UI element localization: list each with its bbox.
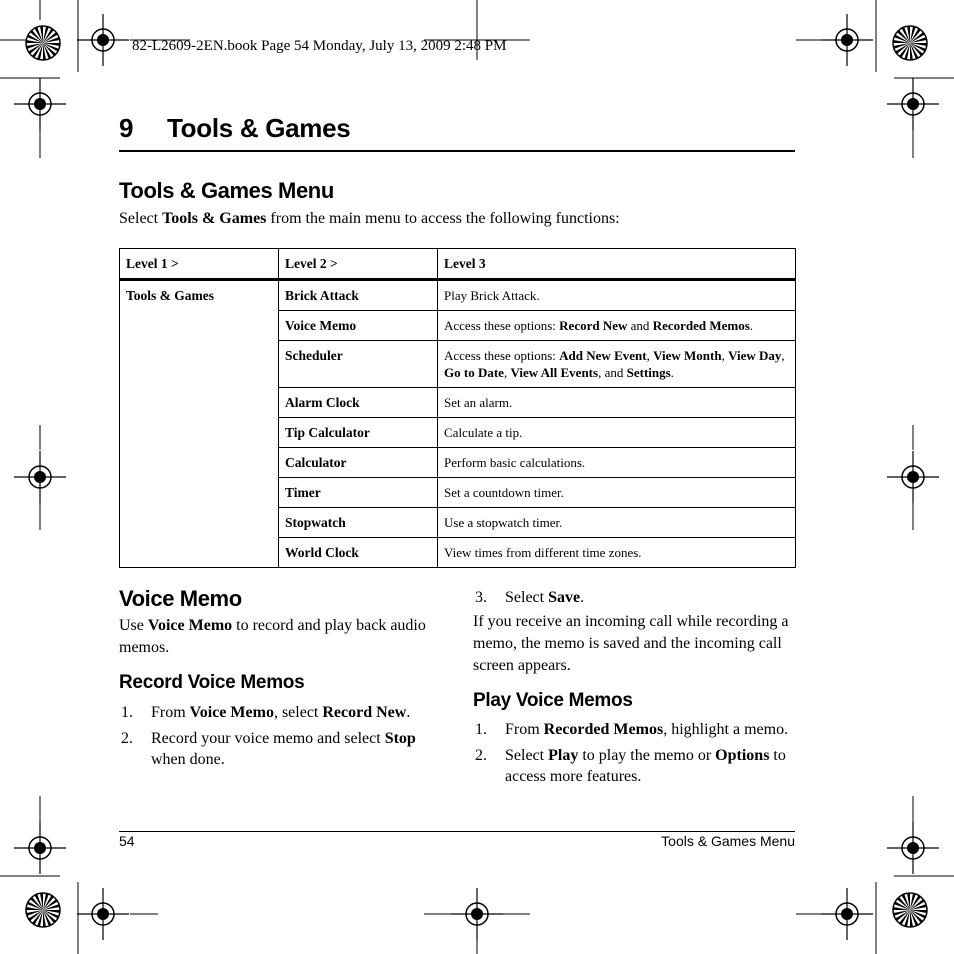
voice-memo-intro bbox=[119, 615, 444, 659]
intro-bold: Tools & Games bbox=[162, 210, 267, 227]
starburst-target-icon bbox=[26, 26, 60, 60]
table-row bbox=[120, 280, 796, 311]
level-2-cell: Stopwatch bbox=[279, 508, 438, 538]
text-run: View times from different time zones. bbox=[444, 545, 642, 560]
bold-term: View Day bbox=[728, 348, 782, 363]
bold-term: Stop bbox=[384, 730, 416, 747]
text-run: . bbox=[749, 318, 754, 333]
bold-term: Add New Event bbox=[559, 348, 647, 363]
bold-term: Recorded Memos bbox=[543, 721, 664, 738]
starburst-target-icon bbox=[893, 893, 927, 927]
chapter-rule bbox=[119, 150, 795, 152]
record-steps-list bbox=[119, 702, 439, 775]
text-run: From bbox=[151, 704, 190, 721]
menu-section-intro bbox=[119, 208, 620, 230]
step-item bbox=[473, 719, 798, 740]
level-3-cell bbox=[438, 341, 796, 388]
step-item bbox=[119, 728, 439, 770]
text-run: . bbox=[580, 589, 585, 606]
bold-term: Voice Memo bbox=[189, 704, 274, 721]
text-run: Calculate a tip. bbox=[444, 425, 523, 440]
level-3-cell bbox=[438, 280, 796, 311]
level-2-cell: Brick Attack bbox=[279, 280, 438, 311]
step-item bbox=[119, 702, 439, 723]
step-item bbox=[473, 745, 798, 787]
level-2-cell: Timer bbox=[279, 478, 438, 508]
text-run: Perform basic calculations. bbox=[444, 455, 586, 470]
table-header-row bbox=[120, 249, 796, 280]
text-run: . bbox=[406, 704, 411, 721]
text-run: when done. bbox=[151, 751, 225, 768]
bold-term: Save bbox=[548, 589, 581, 606]
step-number: 1. bbox=[475, 721, 487, 738]
text-run: , bbox=[721, 348, 729, 363]
intro-text: from the main menu to access the following functions: bbox=[266, 210, 620, 227]
voice-memo-heading: Voice Memo bbox=[119, 586, 242, 611]
incoming-call-note: If you receive an incoming call while recording a memo, the memo is saved and the incoming call screen appears. bbox=[473, 613, 789, 674]
intro-text: Use bbox=[119, 617, 148, 634]
level-3-cell bbox=[438, 478, 796, 508]
intro-text: to record and play back audio memos. bbox=[119, 617, 426, 656]
play-steps-list bbox=[473, 719, 798, 792]
book-file-info: 82-L2609-2EN.book Page 54 Monday, July 13, 2009 2:48 PM bbox=[132, 38, 507, 54]
level-2-cell: World Clock bbox=[279, 538, 438, 568]
starburst-target-icon bbox=[893, 26, 927, 60]
level-2-cell: Calculator bbox=[279, 448, 438, 478]
text-run: Use a stopwatch timer. bbox=[444, 515, 563, 530]
header-level-3: Level 3 bbox=[438, 249, 796, 280]
level-3-cell bbox=[438, 388, 796, 418]
level-2-cell: Scheduler bbox=[279, 341, 438, 388]
text-run: Play Brick Attack. bbox=[444, 288, 540, 303]
header-level-2: Level 2 > bbox=[279, 249, 438, 280]
bold-term: View All Events bbox=[510, 365, 599, 380]
text-run: Select bbox=[505, 589, 549, 606]
record-voice-memos-heading: Record Voice Memos bbox=[119, 672, 305, 693]
starburst-target-icon bbox=[26, 893, 60, 927]
text-run: , select bbox=[273, 704, 323, 721]
step-number: 2. bbox=[475, 747, 487, 764]
menu-section-heading: Tools & Games Menu bbox=[119, 178, 334, 203]
text-run: to access more features. bbox=[505, 747, 786, 785]
text-run: Set a countdown timer. bbox=[444, 485, 564, 500]
text-run: . bbox=[670, 365, 674, 380]
text-run: Access these options: bbox=[444, 348, 560, 363]
footer-rule bbox=[119, 831, 795, 832]
bold-term: Settings bbox=[626, 365, 671, 380]
bold-term: Record New bbox=[559, 318, 628, 333]
step-item bbox=[473, 587, 795, 608]
text-run: Record your voice memo and select bbox=[151, 730, 385, 747]
intro-bold: Voice Memo bbox=[147, 617, 233, 634]
step-number: 3. bbox=[475, 589, 487, 606]
bold-term: View Month bbox=[653, 348, 722, 363]
play-voice-memos-heading: Play Voice Memos bbox=[473, 690, 633, 711]
bold-term: Record New bbox=[322, 704, 407, 721]
tools-games-menu-table bbox=[119, 248, 796, 568]
bold-term: Recorded Memos bbox=[652, 318, 750, 333]
text-run: , and bbox=[598, 365, 627, 380]
text-run: , highlight a memo. bbox=[663, 721, 789, 738]
step-number: 1. bbox=[121, 704, 133, 721]
text-run: , bbox=[646, 348, 654, 363]
bold-term: Go to Date bbox=[444, 365, 504, 380]
text-run: , bbox=[503, 365, 511, 380]
text-run: Select bbox=[505, 747, 549, 764]
chapter-title bbox=[119, 113, 350, 144]
bold-term: Play bbox=[548, 747, 579, 764]
bold-term: Options bbox=[715, 747, 770, 764]
chapter-number: 9 bbox=[119, 113, 134, 143]
level-3-cell bbox=[438, 448, 796, 478]
footer-section-title: Tools & Games Menu bbox=[661, 833, 795, 849]
page-number: 54 bbox=[119, 833, 135, 849]
level-3-cell bbox=[438, 418, 796, 448]
header-level-1: Level 1 > bbox=[120, 249, 279, 280]
intro-text: Select bbox=[119, 210, 163, 227]
text-run: Access these options: bbox=[444, 318, 560, 333]
text-run: , bbox=[781, 348, 785, 363]
level-2-cell: Tip Calculator bbox=[279, 418, 438, 448]
chapter-title-text: Tools & Games bbox=[167, 113, 351, 143]
level-1-cell: Tools & Games bbox=[120, 280, 279, 568]
level-3-cell bbox=[438, 508, 796, 538]
record-steps-list-continued bbox=[473, 587, 795, 613]
level-3-cell bbox=[438, 538, 796, 568]
level-2-cell: Alarm Clock bbox=[279, 388, 438, 418]
level-3-cell bbox=[438, 311, 796, 341]
step-number: 2. bbox=[121, 730, 133, 747]
text-run: to play the memo or bbox=[578, 747, 716, 764]
text-run: and bbox=[627, 318, 653, 333]
text-run: Set an alarm. bbox=[444, 395, 513, 410]
text-run: From bbox=[505, 721, 544, 738]
level-2-cell: Voice Memo bbox=[279, 311, 438, 341]
